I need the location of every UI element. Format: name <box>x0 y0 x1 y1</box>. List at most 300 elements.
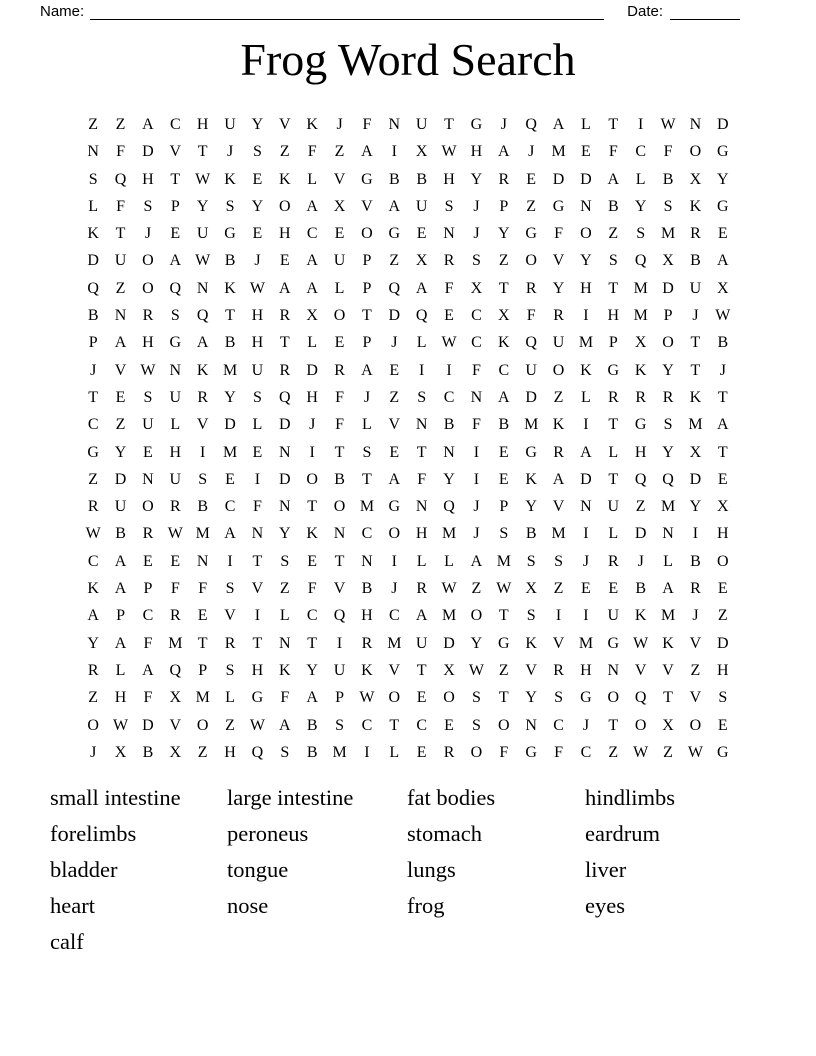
grid-letter: W <box>195 170 211 188</box>
grid-letter: M <box>359 498 375 516</box>
grid-letter: A <box>662 580 674 598</box>
grid-letter: N <box>415 498 428 516</box>
grid-letter: L <box>581 388 591 406</box>
grid-letter: K <box>306 116 318 133</box>
grid-letter: K <box>279 661 291 679</box>
grid-letter: M <box>195 689 210 707</box>
grid-letter: Z <box>334 143 345 161</box>
grid-letter: S <box>198 470 208 488</box>
grid-letter: K <box>580 361 592 379</box>
grid-letter: D <box>388 307 401 325</box>
grid-letter: P <box>608 334 618 352</box>
word-list-item: fat bodies <box>407 785 496 811</box>
grid-letter: D <box>224 416 236 434</box>
grid-letter: Z <box>553 388 564 406</box>
grid-letter: O <box>717 552 729 570</box>
grid-letter: W <box>633 634 649 652</box>
grid-letter: D <box>552 170 565 188</box>
grid-letter: Z <box>608 743 619 761</box>
name-label: Name: <box>40 3 85 20</box>
word-list-item: forelimbs <box>50 821 137 847</box>
grid-letter: J <box>144 225 152 243</box>
grid-letter: L <box>362 416 372 434</box>
grid-letter: Q <box>443 498 455 516</box>
grid-letter: T <box>498 279 509 297</box>
grid-letter: L <box>389 743 400 761</box>
grid-letter: P <box>335 689 345 707</box>
grid-letter: P <box>362 334 372 352</box>
grid-letter: B <box>525 525 537 543</box>
grid-letter: E <box>608 580 619 598</box>
grid-letter: D <box>443 634 455 652</box>
grid-letter: E <box>334 334 345 352</box>
grid-letter: I <box>200 443 206 461</box>
grid-letter: J <box>226 143 234 161</box>
grid-letter: W <box>441 334 457 352</box>
grid-letter: M <box>441 607 457 625</box>
grid-letter: D <box>634 525 647 543</box>
grid-letter: C <box>635 143 647 161</box>
grid-letter: J <box>309 416 316 434</box>
grid-letter: R <box>635 388 647 406</box>
grid-letter: I <box>254 607 261 625</box>
grid-letter: K <box>279 170 291 188</box>
grid-letter: O <box>333 498 346 516</box>
grid-letter: J <box>719 361 726 379</box>
grid-letter: U <box>415 116 428 133</box>
grid-letter: E <box>416 689 427 707</box>
grid-letter: Z <box>663 743 673 761</box>
grid-letter: I <box>446 361 452 379</box>
grid-letter: N <box>87 143 99 161</box>
grid-letter: M <box>195 525 210 543</box>
grid-letter: D <box>580 470 592 488</box>
grid-letter: L <box>88 197 99 215</box>
grid-letter: Q <box>87 279 99 297</box>
grid-letter: C <box>443 388 455 406</box>
grid-letter: I <box>638 116 644 133</box>
grid-letter: Z <box>225 716 235 734</box>
grid-letter: U <box>114 498 127 516</box>
grid-letter: C <box>87 416 99 434</box>
grid-letter: I <box>583 416 589 434</box>
grid-letter: H <box>306 388 318 406</box>
grid-letter: Y <box>662 361 674 379</box>
grid-letter: M <box>168 634 183 652</box>
grid-letter: E <box>444 307 454 325</box>
grid-letter: O <box>689 143 702 161</box>
grid-letter: A <box>306 252 318 270</box>
grid-letter: F <box>554 225 564 243</box>
grid-letter: T <box>663 689 673 707</box>
grid-letter: E <box>498 443 509 461</box>
grid-letter: B <box>635 580 647 598</box>
grid-letter: H <box>717 525 729 543</box>
grid-letter: R <box>279 307 291 325</box>
grid-letter: I <box>309 443 315 461</box>
grid-letter: T <box>225 307 235 325</box>
grid-letter: T <box>307 498 318 516</box>
grid-letter: C <box>306 225 318 243</box>
grid-letter: M <box>633 307 648 325</box>
grid-letter: X <box>662 716 674 734</box>
word-list-column <box>407 780 585 960</box>
grid-letter: J <box>90 361 97 379</box>
grid-letter: R <box>443 252 455 270</box>
grid-letter: W <box>113 716 129 734</box>
grid-letter: R <box>662 388 674 406</box>
word-list-item: large intestine <box>227 785 354 811</box>
grid-letter: R <box>87 661 99 679</box>
grid-letter: X <box>525 580 537 598</box>
name-blank-line <box>90 5 604 20</box>
grid-letter: F <box>143 634 153 652</box>
grid-letter: K <box>498 334 510 352</box>
grid-letter: I <box>391 552 397 570</box>
grid-letter: B <box>662 170 674 188</box>
grid-letter: A <box>306 279 318 297</box>
grid-letter: Y <box>634 197 647 215</box>
grid-letter: T <box>197 634 208 652</box>
grid-letter: A <box>388 470 401 488</box>
grid-letter: I <box>473 443 480 461</box>
grid-letter: X <box>333 197 346 215</box>
grid-letter: T <box>334 552 345 570</box>
grid-letter: M <box>660 607 676 625</box>
grid-letter: M <box>222 443 238 461</box>
grid-letter: X <box>634 334 647 352</box>
grid-letter: H <box>470 143 483 161</box>
grid-letter: I <box>254 470 261 488</box>
grid-letter: J <box>637 552 644 570</box>
grid-letter: R <box>690 580 701 598</box>
grid-letter: E <box>581 580 591 598</box>
grid-letter: J <box>528 143 535 161</box>
grid-letter: O <box>607 689 620 707</box>
grid-letter: U <box>333 661 346 679</box>
grid-letter: S <box>417 388 427 406</box>
grid-letter: V <box>333 580 346 598</box>
grid-letter: Q <box>525 116 537 133</box>
grid-letter: Y <box>662 443 674 461</box>
grid-letter: F <box>143 689 153 707</box>
grid-letter: V <box>361 197 373 215</box>
grid-letter: R <box>416 580 428 598</box>
grid-letter: Z <box>471 580 482 598</box>
grid-letter: B <box>607 197 619 215</box>
grid-letter: F <box>280 689 290 707</box>
grid-letter: A <box>607 170 620 188</box>
grid-letter: J <box>582 716 590 734</box>
grid-letter: A <box>279 716 291 734</box>
grid-letter: F <box>252 498 262 516</box>
grid-letter: I <box>583 607 589 625</box>
grid-letter: E <box>143 443 153 461</box>
grid-letter: E <box>252 170 263 188</box>
grid-letter: J <box>473 197 480 215</box>
grid-letter: G <box>388 225 401 243</box>
grid-letter: F <box>335 416 345 434</box>
grid-letter: E <box>389 443 400 461</box>
grid-letter: I <box>583 307 589 325</box>
word-list-item: stomach <box>407 821 482 847</box>
grid-letter: E <box>225 470 235 488</box>
grid-letter: R <box>553 443 564 461</box>
grid-letter: Y <box>525 689 537 707</box>
grid-letter: S <box>471 689 481 707</box>
grid-letter: J <box>90 743 97 761</box>
grid-letter: X <box>689 443 702 461</box>
grid-letter: R <box>498 170 510 188</box>
grid-letter: H <box>415 525 428 543</box>
grid-letter: Z <box>88 116 99 133</box>
grid-letter: T <box>252 634 263 652</box>
page-title: Frog Word Search <box>240 34 576 85</box>
grid-letter: R <box>690 225 701 243</box>
grid-letter: S <box>554 552 564 570</box>
grid-letter: E <box>526 170 537 188</box>
grid-letter: Y <box>552 279 565 297</box>
grid-letter: F <box>526 307 536 325</box>
grid-letter: V <box>251 580 264 598</box>
grid-letter: S <box>225 197 235 215</box>
grid-letter: Y <box>87 634 99 652</box>
grid-letter: A <box>114 634 127 652</box>
grid-letter: X <box>169 743 182 761</box>
grid-letter: N <box>196 279 209 297</box>
grid-letter: B <box>498 416 510 434</box>
grid-letter: Z <box>690 661 701 679</box>
grid-letter: B <box>334 470 345 488</box>
grid-letter: E <box>334 225 345 243</box>
header <box>0 0 816 20</box>
grid-letter: E <box>717 580 728 598</box>
grid-letter: O <box>634 716 647 734</box>
grid-letter: S <box>280 552 290 570</box>
grid-letter: P <box>170 197 180 215</box>
grid-letter: K <box>224 279 236 297</box>
grid-letter: J <box>692 607 699 625</box>
grid-letter: A <box>224 525 236 543</box>
grid-letter: P <box>88 334 98 352</box>
grid-letter: L <box>608 525 619 543</box>
grid-letter: W <box>167 525 183 543</box>
grid-letter: W <box>249 279 265 297</box>
grid-letter: S <box>499 525 509 543</box>
grid-letter: V <box>552 252 565 270</box>
grid-letter: S <box>444 197 454 215</box>
grid-letter: R <box>607 388 619 406</box>
grid-letter: T <box>389 716 400 734</box>
grid-letter: K <box>87 225 99 243</box>
grid-letter: B <box>388 170 400 188</box>
grid-letter: F <box>335 388 345 406</box>
grid-letter: B <box>115 525 126 543</box>
grid-letter: T <box>608 716 619 734</box>
grid-letter: N <box>251 525 264 543</box>
grid-letter: K <box>662 634 674 652</box>
grid-letter: N <box>279 498 291 516</box>
grid-letter: V <box>689 689 702 707</box>
grid-letter: D <box>306 361 318 379</box>
grid-letter: O <box>87 716 99 734</box>
grid-letter: Y <box>251 197 264 215</box>
grid-letter: O <box>279 197 291 215</box>
grid-letter: L <box>252 416 263 434</box>
grid-letter: K <box>306 525 318 543</box>
grid-letter: A <box>552 116 565 133</box>
grid-letter: U <box>251 361 264 379</box>
grid-letter: E <box>717 470 728 488</box>
grid-letter: N <box>196 552 209 570</box>
grid-letter: O <box>498 716 510 734</box>
grid-letter: W <box>85 525 101 543</box>
grid-letter: Q <box>634 689 647 707</box>
grid-letter: I <box>336 634 343 652</box>
grid-letter: F <box>663 143 673 161</box>
grid-letter: M <box>496 552 511 570</box>
grid-letter: Y <box>114 443 127 461</box>
grid-letter: S <box>225 661 235 679</box>
grid-letter: P <box>499 498 509 516</box>
grid-letter: A <box>717 252 729 270</box>
grid-letter: T <box>444 116 454 133</box>
grid-letter: A <box>498 388 510 406</box>
word-list <box>50 780 776 960</box>
grid-letter: X <box>443 661 455 679</box>
grid-letter: A <box>142 661 154 679</box>
grid-letter: F <box>362 116 372 133</box>
grid-letter: V <box>525 661 537 679</box>
word-list-column <box>227 780 407 960</box>
grid-letter: W <box>195 252 211 270</box>
grid-letter: U <box>525 361 537 379</box>
grid-letter: L <box>334 279 345 297</box>
grid-letter: N <box>279 634 291 652</box>
grid-letter: T <box>197 143 208 161</box>
grid-letter: Y <box>470 170 483 188</box>
grid-letter: S <box>608 252 618 270</box>
grid-letter: B <box>197 498 209 516</box>
grid-letter: F <box>444 279 454 297</box>
grid-letter: Z <box>526 197 537 215</box>
grid-letter: L <box>307 334 318 352</box>
grid-letter: H <box>607 307 620 325</box>
grid-letter: Y <box>525 498 537 516</box>
grid-letter: U <box>169 470 182 488</box>
grid-letter: M <box>524 416 539 434</box>
grid-letter: H <box>361 607 373 625</box>
grid-letter: U <box>114 252 127 270</box>
grid-letter: X <box>498 307 510 325</box>
grid-letter: I <box>473 470 480 488</box>
grid-letter: G <box>525 443 537 461</box>
grid-letter: K <box>689 388 702 406</box>
grid-letter: T <box>115 225 126 243</box>
grid-letter: Q <box>333 607 346 625</box>
grid-letter: E <box>252 443 263 461</box>
grid-letter: D <box>279 470 291 488</box>
grid-letter: Z <box>88 470 99 488</box>
grid-letter: X <box>306 307 318 325</box>
grid-letter: T <box>88 388 99 406</box>
word-list-item: heart <box>50 893 95 919</box>
grid-letter: A <box>498 143 510 161</box>
grid-letter: J <box>391 334 398 352</box>
grid-letter: F <box>499 743 509 761</box>
grid-letter: V <box>169 716 182 734</box>
grid-letter: P <box>143 580 153 598</box>
grid-letter: C <box>471 307 482 325</box>
grid-letter: H <box>251 661 264 679</box>
grid-letter: H <box>634 443 647 461</box>
grid-letter: P <box>499 197 509 215</box>
grid-letter: N <box>580 197 592 215</box>
grid-letter: W <box>633 743 649 761</box>
word-list-item: hindlimbs <box>585 785 676 811</box>
grid-letter: Z <box>115 116 126 133</box>
grid-letter: I <box>583 525 589 543</box>
grid-letter: Q <box>525 334 537 352</box>
grid-letter: K <box>634 607 647 625</box>
grid-letter: B <box>306 743 318 761</box>
grid-letter: C <box>580 743 592 761</box>
grid-letter: G <box>224 225 236 243</box>
grid-letter: K <box>196 361 209 379</box>
grid-letter: H <box>279 225 291 243</box>
word-list-item: lungs <box>407 857 456 883</box>
grid-letter: L <box>608 443 619 461</box>
grid-letter: Z <box>553 580 564 598</box>
grid-letter: N <box>470 388 483 406</box>
grid-letter: C <box>169 116 181 133</box>
grid-letter: A <box>717 416 729 434</box>
letter-grid <box>80 111 737 766</box>
grid-letter: E <box>416 225 427 243</box>
grid-letter: N <box>279 443 291 461</box>
grid-letter: E <box>389 361 400 379</box>
grid-letter: F <box>116 143 126 161</box>
grid-letter: X <box>470 279 483 297</box>
grid-letter: I <box>391 143 397 161</box>
grid-letter: T <box>608 416 619 434</box>
grid-letter: K <box>634 361 647 379</box>
grid-letter: R <box>169 498 181 516</box>
word-list-item: tongue <box>227 857 289 883</box>
grid-letter: Y <box>580 252 592 270</box>
grid-letter: R <box>553 307 564 325</box>
grid-letter: G <box>498 634 510 652</box>
grid-letter: S <box>718 689 728 707</box>
grid-letter: H <box>251 334 264 352</box>
grid-letter: Q <box>169 279 182 297</box>
grid-letter: L <box>115 661 126 679</box>
grid-letter: J <box>473 498 480 516</box>
grid-letter: E <box>115 388 126 406</box>
grid-letter: U <box>196 225 209 243</box>
grid-letter: T <box>608 116 619 133</box>
grid-letter: S <box>663 416 673 434</box>
grid-letter: U <box>224 116 236 133</box>
grid-letter: T <box>608 279 619 297</box>
grid-letter: H <box>169 443 182 461</box>
grid-letter: O <box>196 716 209 734</box>
grid-letter: F <box>170 580 180 598</box>
grid-letter: G <box>717 743 729 761</box>
grid-letter: F <box>554 743 564 761</box>
grid-letter: H <box>142 170 154 188</box>
grid-letter: V <box>114 361 127 379</box>
